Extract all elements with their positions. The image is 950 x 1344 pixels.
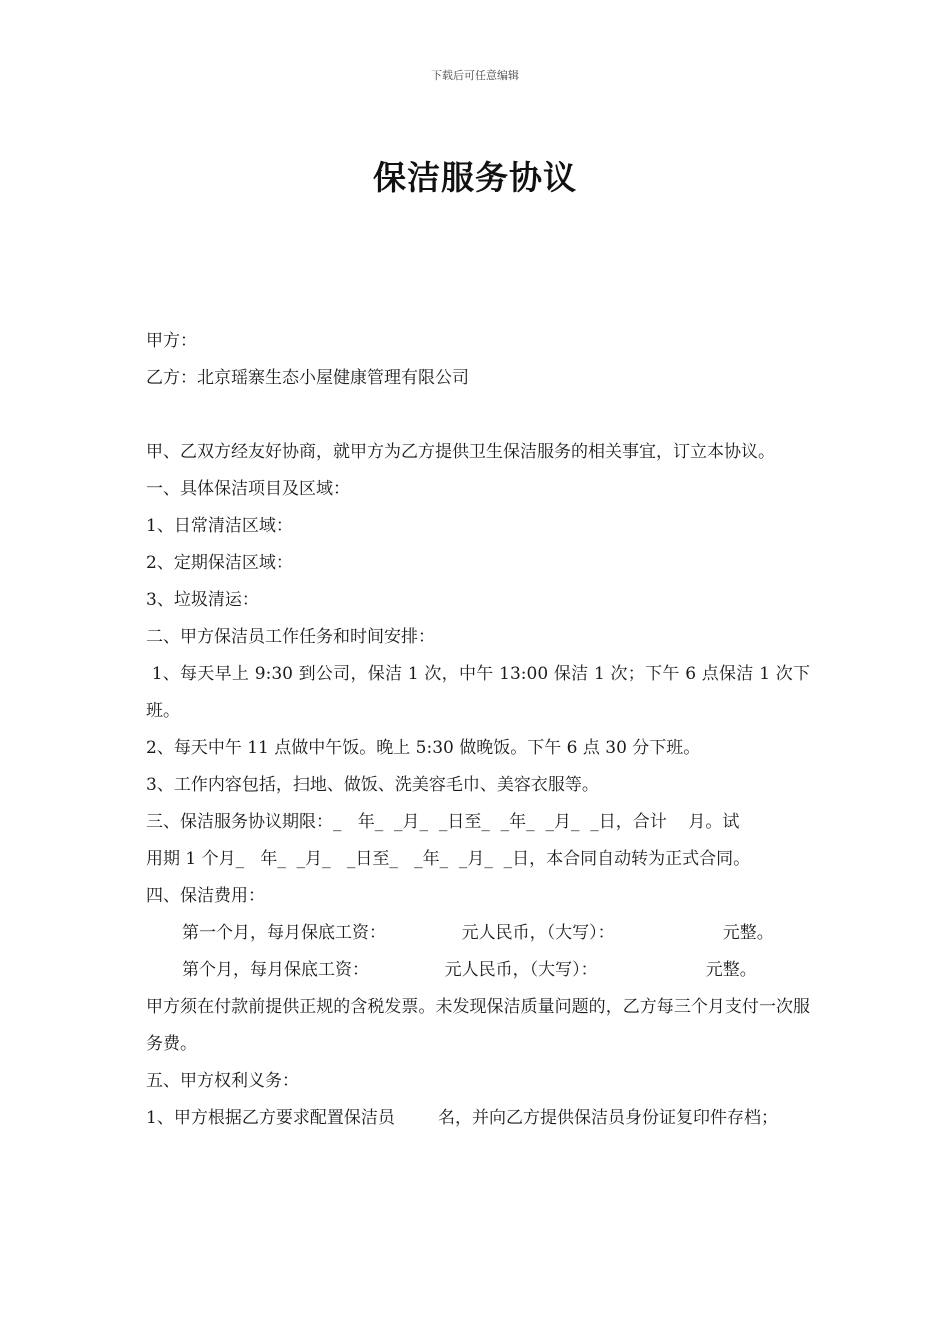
document-body [146, 323, 810, 1137]
section3-probation-line: 用期 1 个月_ 年_ _月_ _日至_ _年_ _月_ _日，本合同自动转为正式合同。 [146, 849, 751, 869]
fee-line-first-month: 第一个月，每月保底工资： 元人民币，（大写）： 元整。 [182, 923, 774, 943]
party-b-line: 乙方：北京瑶寨生态小屋健康管理有限公司 [146, 368, 469, 388]
party-a-line: 甲方： [146, 331, 197, 351]
fee-line-month: 第个月，每月保底工资： 元人民币，（大写）： 元整。 [182, 960, 757, 980]
page-header-note: 下载后可任意编辑 [431, 69, 519, 82]
section5-item: 1、甲方根据乙方要求配置保洁员 名，并向乙方提供保洁员身份证复印件存档； [146, 1108, 779, 1128]
section3-term-line: 三、保洁服务协议期限：_ 年_ _月_ _日至_ _年_ _月_ _日，合计 月。试 [146, 812, 740, 832]
section2-item: 2、每天中午 11 点做中午饭。晚上 5:30 做晚饭。下午 6 点 30 分下班。 [146, 738, 701, 758]
section5-heading: 五、甲方权利义务： [146, 1071, 299, 1091]
section1-item: 3、垃圾清运： [146, 590, 259, 610]
payment-note: 甲方须在付款前提供正规的含税发票。未发现保洁质量问题的，乙方每三个月支付一次服务费。 [146, 997, 810, 1054]
section2-heading: 二、甲方保洁员工作任务和时间安排： [146, 627, 435, 647]
section2-item: 1、每天早上 9:30 到公司，保洁 1 次，中午 13:00 保洁 1 次；下午 6 点保洁 1 次下班。 [146, 664, 811, 721]
section1-heading: 一、具体保洁项目及区域： [146, 479, 350, 499]
section4-heading: 四、保洁费用： [146, 886, 265, 906]
section1-item: 1、日常清洁区域： [146, 516, 293, 536]
section1-item: 2、定期保洁区域： [146, 553, 293, 573]
section2-item: 3、工作内容包括，扫地、做饭、洗美容毛巾、美容衣服等。 [146, 775, 599, 795]
document-title: 保洁服务协议 [373, 158, 577, 197]
intro-paragraph: 甲、乙双方经友好协商，就甲方为乙方提供卫生保洁服务的相关事宜，订立本协议。 [146, 442, 775, 462]
blank-line [146, 397, 810, 434]
